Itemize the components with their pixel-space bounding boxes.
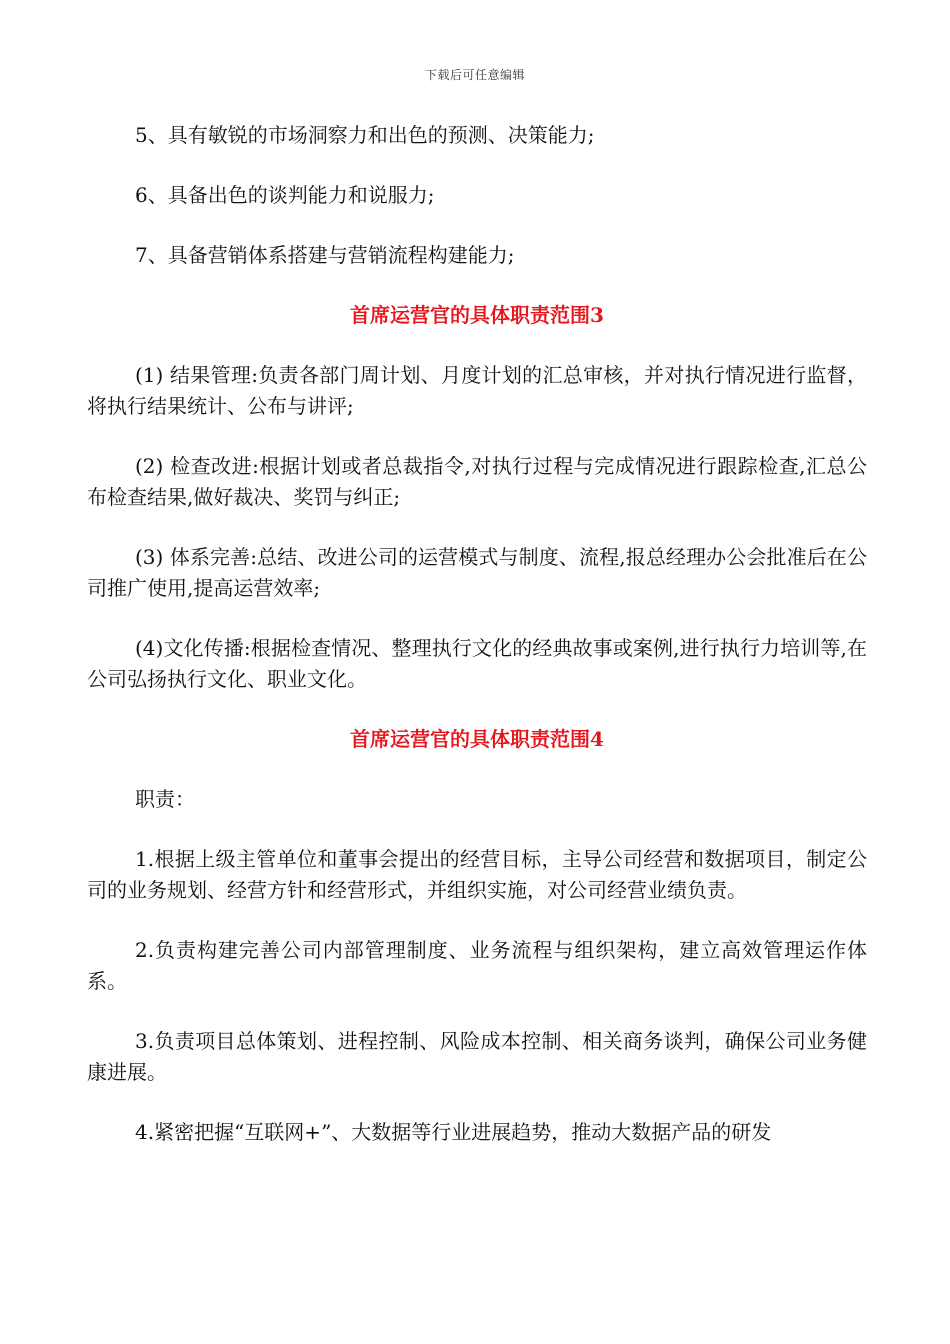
list-item: (3) 体系完善:总结、改进公司的运营模式与制度、流程,报总经理办公会批准后在公司推广使用,提高运营效率; bbox=[87, 545, 867, 600]
list-item: 5、具有敏锐的市场洞察力和出色的预测、决策能力; bbox=[135, 123, 595, 147]
list-item: 2.负责构建完善公司内部管理制度、业务流程与组织架构，建立高效管理运作体系。 bbox=[87, 938, 867, 993]
list-item: (4)文化传播:根据检查情况、整理执行文化的经典故事或案例,进行执行力培训等,在公司弘扬执行文化、职业文化。 bbox=[87, 636, 867, 691]
header-note: 下载后可任意编辑 bbox=[424, 68, 525, 82]
list-item: 7、具备营销体系搭建与营销流程构建能力; bbox=[135, 243, 515, 267]
section-title-3: 首席运营官的具体职责范围3 bbox=[350, 303, 604, 327]
list-item: 6、具备出色的谈判能力和说服力; bbox=[135, 183, 435, 207]
list-item: 3.负责项目总体策划、进程控制、风险成本控制、相关商务谈判，确保公司业务健康进展。 bbox=[87, 1029, 867, 1084]
section-label: 职责： bbox=[135, 787, 195, 811]
section-title-4: 首席运营官的具体职责范围4 bbox=[350, 727, 604, 751]
list-item: 4.紧密把握“互联网+”、大数据等行业进展趋势，推动大数据产品的研发 bbox=[135, 1120, 772, 1144]
list-item: (1) 结果管理:负责各部门周计划、月度计划的汇总审核，并对执行情况进行监督，将执行结果统计、公布与讲评; bbox=[87, 363, 867, 418]
document-body bbox=[87, 120, 867, 1177]
list-item: 1.根据上级主管单位和董事会提出的经营目标，主导公司经营和数据项目，制定公司的业务规划、经营方针和经营形式，并组织实施，对公司经营业绩负责。 bbox=[87, 847, 867, 902]
list-item: (2) 检查改进:根据计划或者总裁指令,对执行过程与完成情况进行跟踪检查,汇总公布检查结果,做好裁决、奖罚与纠正; bbox=[87, 454, 867, 509]
